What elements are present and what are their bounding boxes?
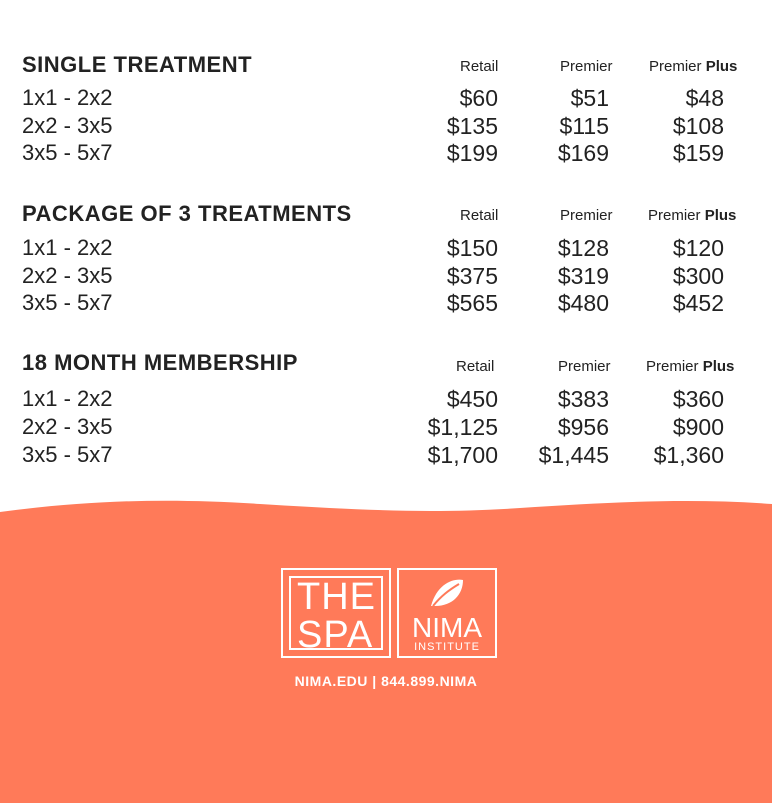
column-header-premier-plus-a: Premier bbox=[648, 207, 701, 224]
size-range: 2x2 - 3x5 bbox=[22, 414, 113, 439]
column-header-premier: Premier bbox=[560, 58, 613, 75]
logo-the-text: THE bbox=[297, 576, 376, 618]
price-premier: $1,445 bbox=[538, 442, 609, 468]
column-header-retail: Retail bbox=[460, 58, 499, 75]
price-retail: $150 bbox=[446, 235, 498, 261]
price-premier-plus: $48 bbox=[685, 85, 724, 111]
logo-institute-text: INSTITUTE bbox=[414, 641, 480, 653]
price-retail: $135 bbox=[446, 113, 498, 139]
section-title: 18 MONTH MEMBERSHIP bbox=[22, 350, 298, 375]
price-retail: $565 bbox=[446, 290, 498, 316]
price-premier: $51 bbox=[570, 85, 609, 111]
price-premier-plus: $300 bbox=[672, 263, 724, 289]
price-premier-plus: $360 bbox=[672, 386, 724, 412]
size-range: 1x1 - 2x2 bbox=[22, 85, 113, 110]
column-header-premier-plus-b: Plus bbox=[702, 358, 735, 375]
column-header-premier: Premier bbox=[558, 358, 611, 375]
table-row bbox=[0, 235, 772, 263]
price-retail: $60 bbox=[459, 85, 498, 111]
price-retail: $1,125 bbox=[427, 414, 498, 440]
column-header-retail: Retail bbox=[456, 358, 495, 375]
size-range: 2x2 - 3x5 bbox=[22, 263, 113, 288]
price-premier: $956 bbox=[557, 414, 609, 440]
size-range: 1x1 - 2x2 bbox=[22, 235, 113, 260]
size-range: 3x5 - 5x7 bbox=[22, 140, 113, 165]
nima-institute-logo-box bbox=[397, 568, 497, 658]
table-row bbox=[0, 386, 772, 414]
price-premier-plus: $452 bbox=[672, 290, 724, 316]
column-header-premier-plus-b: Plus bbox=[704, 207, 737, 224]
size-range: 3x5 - 5x7 bbox=[22, 290, 113, 315]
logo-nima-text: NIMA bbox=[412, 612, 482, 643]
price-retail: $1,700 bbox=[427, 442, 498, 468]
the-spa-nima-logo bbox=[281, 568, 497, 662]
price-premier-plus: $120 bbox=[672, 235, 724, 261]
price-premier: $128 bbox=[557, 235, 609, 261]
table-row bbox=[0, 140, 772, 168]
column-header-premier: Premier bbox=[560, 207, 613, 224]
section-title: PACKAGE OF 3 TREATMENTS bbox=[22, 201, 352, 226]
price-premier: $169 bbox=[557, 140, 609, 166]
section-title: SINGLE TREATMENT bbox=[22, 52, 253, 77]
column-header-premier-plus bbox=[649, 58, 737, 75]
table-row bbox=[0, 113, 772, 141]
price-retail: $450 bbox=[446, 386, 498, 412]
logo-spa-text: SPA bbox=[297, 614, 374, 656]
size-range: 2x2 - 3x5 bbox=[22, 113, 113, 138]
price-premier-plus: $159 bbox=[672, 140, 724, 166]
table-row bbox=[0, 290, 772, 318]
price-premier-plus: $900 bbox=[672, 414, 724, 440]
table-row bbox=[0, 442, 772, 470]
price-premier: $480 bbox=[557, 290, 609, 316]
contact-info: NIMA.EDU | 844.899.NIMA bbox=[294, 673, 478, 689]
column-header-premier-plus bbox=[648, 207, 736, 224]
price-retail: $375 bbox=[446, 263, 498, 289]
column-header-premier-plus-a: Premier bbox=[649, 58, 702, 75]
price-premier-plus: $108 bbox=[672, 113, 724, 139]
leaf-icon bbox=[427, 576, 467, 612]
column-header-premier-plus-a: Premier bbox=[646, 358, 699, 375]
price-premier: $115 bbox=[559, 113, 609, 139]
price-premier: $319 bbox=[557, 263, 609, 289]
the-spa-logo-box bbox=[281, 568, 391, 658]
table-row bbox=[0, 85, 772, 113]
price-premier-plus: $1,360 bbox=[653, 442, 724, 468]
price-premier: $383 bbox=[557, 386, 609, 412]
table-row bbox=[0, 414, 772, 442]
size-range: 1x1 - 2x2 bbox=[22, 386, 113, 411]
column-header-premier-plus-b: Plus bbox=[705, 58, 738, 75]
column-header-retail: Retail bbox=[460, 207, 499, 224]
price-retail: $199 bbox=[446, 140, 498, 166]
table-row bbox=[0, 263, 772, 291]
size-range: 3x5 - 5x7 bbox=[22, 442, 113, 467]
column-header-premier-plus bbox=[646, 358, 734, 375]
